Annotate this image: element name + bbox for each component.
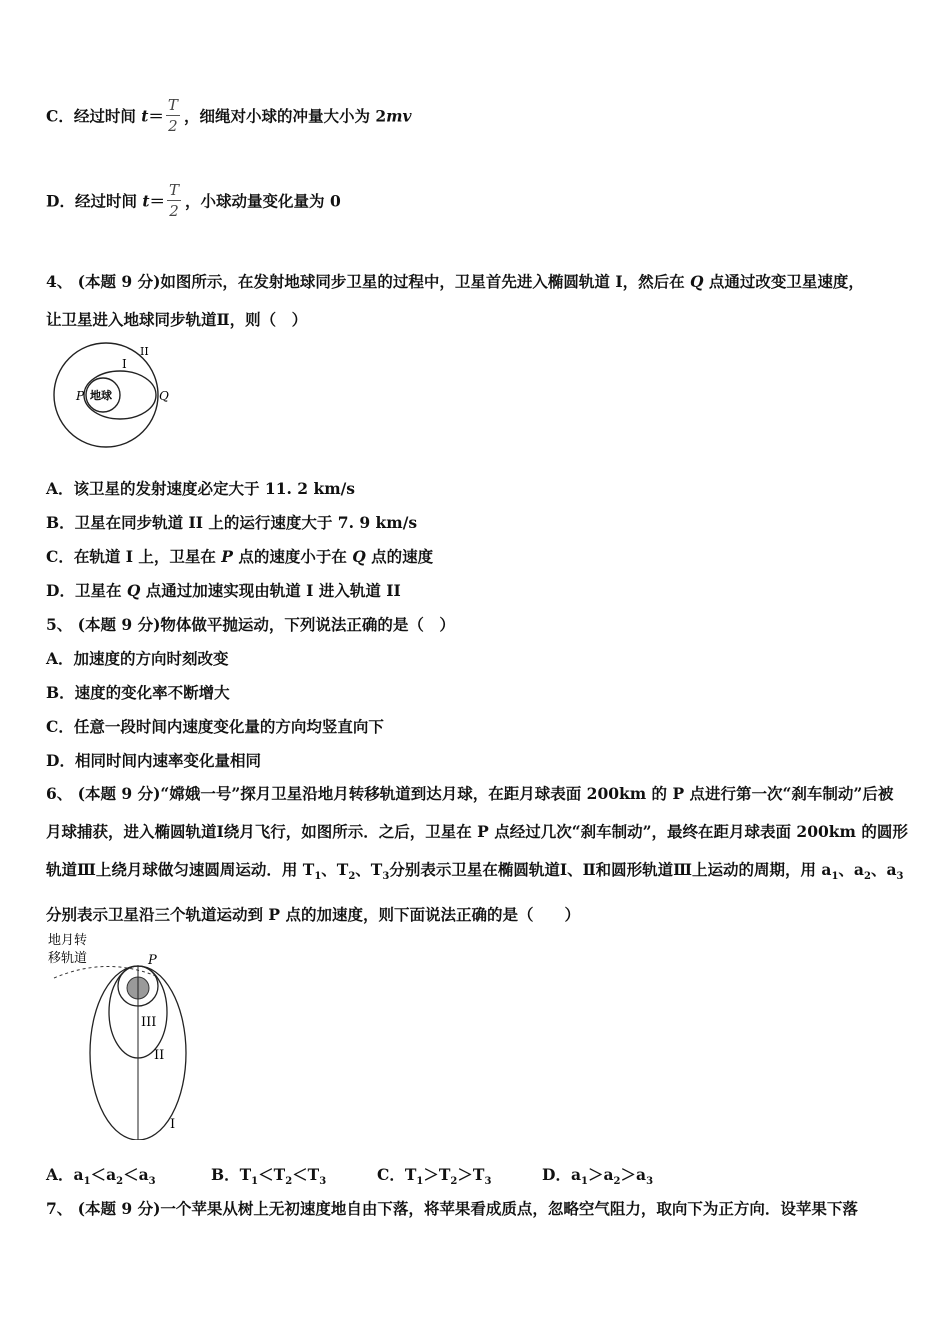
q4-option-a: A．该卫星的发射速度必定大于 11. 2 km/s — [46, 479, 355, 498]
label-p: P — [76, 389, 85, 403]
fraction-t-over-2: $\frac{T}{2}$ — [167, 96, 178, 135]
label-iii: III — [141, 1015, 157, 1030]
label-ii: II — [140, 345, 149, 358]
q4-option-d: D．卫星在 Q 点通过加速实现由轨道 I 进入轨道 II — [46, 581, 401, 600]
q6-option-b: B．$T_1<T_2<T_3$ — [211, 1165, 327, 1188]
q5-option-a: A．加速度的方向时刻改变 — [46, 649, 229, 668]
q4-option-c: C．在轨道 I 上，卫星在 P 点的速度小于在 Q 点的速度 — [46, 547, 434, 566]
transfer-orbit-label-2: 移轨道 — [48, 951, 88, 966]
q7-stem: 7、 (本题 9 分)一个苹果从树上无初速度地自由下落，将苹果看成质点，忽略空气阻力，取向下为正方向．设苹果下落 — [46, 1199, 858, 1218]
q5-option-b: B．速度的变化率不断增大 — [46, 683, 230, 702]
q6-lunar-orbit-figure — [46, 928, 196, 1140]
q3-option-c: C．经过时间 t＝ $\frac{T}{2}$ ，细绳对小球的冲量大小为 2mv — [46, 96, 412, 135]
q6-option-c: C．$T_1>T_2>T_3$ — [377, 1165, 492, 1188]
transfer-orbit-path — [54, 966, 156, 978]
q6-option-d: D．$a_1>a_2>a_3$ — [542, 1165, 654, 1188]
q5-option-c: C．任意一段时间内速度变化量的方向均竖直向下 — [46, 717, 384, 736]
label-ii: II — [154, 1048, 165, 1063]
label-i: I — [122, 357, 127, 371]
q6-option-a: A．$a_1<a_2<a_3$ — [46, 1165, 156, 1188]
label-i: I — [170, 1117, 176, 1132]
fraction-t-over-2: $\frac{T}{2}$ — [169, 181, 180, 220]
q6-stem: 6、 (本题 9 分)“嫦娥一号”探月卫星沿地月转移轨道到达月球，在距月球表面 200km 的 P 点进行第一次“刹车制动”后被月球捕获，进入椭圆轨道Ⅰ绕月飞行，如图所示．之后，卫星在 P 点经过几次“刹车制动”，最终在距月球表面 200km 的圆形轨道Ⅲ上绕月球做匀速圆周运动．用 $T_1$、$T_2$、$T_3$分别表示卫星在椭圆轨道Ⅰ、Ⅱ和圆形轨道Ⅲ上运动的周期，用 $a_1$、$a_2$、$a_3$分别表示卫星沿三个轨道运动到 P 点的加速度，则下面说法正确的是（ ） — [46, 784, 908, 925]
transfer-orbit-label-1: 地月转 — [48, 933, 88, 948]
label-p: P — [148, 953, 157, 968]
q4-stem-line2: 让卫星进入地球同步轨道Ⅱ，则（ ） — [46, 310, 308, 329]
q5-stem: 5、 (本题 9 分)物体做平抛运动，下列说法正确的是（ ） — [46, 615, 455, 634]
q4-stem-line1: 4、 (本题 9 分)如图所示，在发射地球同步卫星的过程中，卫星首先进入椭圆轨道 I，然后在 Q 点通过改变卫星速度， — [46, 272, 864, 291]
q5-option-d: D．相同时间内速率变化量相同 — [46, 751, 261, 770]
q3-option-d: D．经过时间 t＝ $\frac{T}{2}$ ，小球动量变化量为 0 — [46, 181, 341, 220]
q4-option-b: B．卫星在同步轨道 II 上的运行速度大于 7. 9 km/s — [46, 513, 418, 532]
label-q: Q — [159, 389, 169, 403]
q4-orbit-figure — [46, 340, 186, 450]
earth-label: 地球 — [90, 389, 112, 402]
